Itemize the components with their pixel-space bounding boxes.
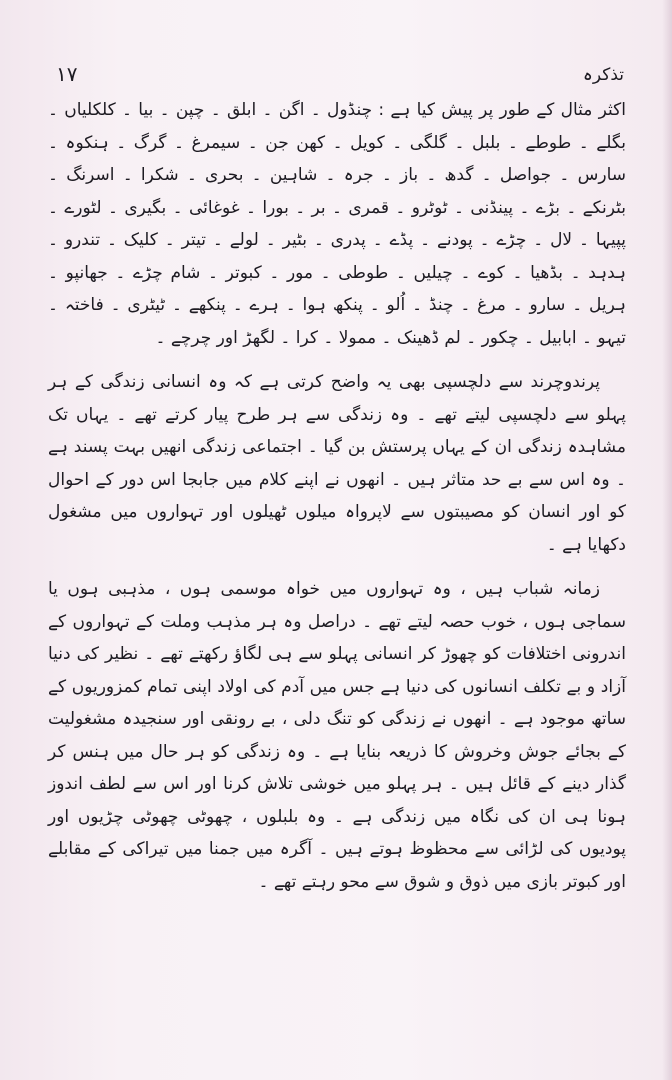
running-head: تذکرہ bbox=[582, 65, 624, 85]
page-number: ۱۷ bbox=[56, 62, 78, 86]
page-header bbox=[56, 62, 624, 96]
body-text bbox=[48, 94, 626, 898]
paragraph-festivals: زمانہ شباب ہیں ، وہ تہواروں میں خواہ موسمی ہوں ، مذہبی ہوں یا سماجی ہوں ، خوب حصہ لیتے تھے ۔ دراصل وہ ہر مذہب وملت کے تہواروں کے اندرونی اختلافات کو چھوڑ کر انسانی پہلو سے ہی لگاؤ رکھتے تھے ۔ نظیر کی دنیا آزاد و بے تکلف انسانوں کی دنیا ہے جس میں آدم کی اولاد اپنی تمام کمزوریوں کے ساتھ موجود ہے ۔ انھوں نے زندگی کو تنگ دلی ، بے رونقی اور سنجیدہ مشغولیت کے بجائے جوش وخروش کا ذریعہ بنایا ہے ۔ وہ زندگی کو ہر حال میں ہنس کر گذار دینے کے قائل ہیں ۔ ہر پہلو میں خوشی تلاش کرنا اور اس سے لطف اندوز ہونا ہی ان کی نگاہ میں زندگی ہے ۔ وہ بلبلوں ، چھوٹی چھوٹی چڑیوں اور پودیوں کی لڑائی سے محظوظ ہوتے ہیں ۔ آگرہ میں جمنا میں تیراکی کے مقابلے اور کبوتر بازی میں ذوق و شوق سے محو رہتے تھے ۔ bbox=[48, 579, 626, 892]
paragraph-bird-list: اکثر مثال کے طور پر پیش کیا ہے : چنڈول ۔ اگن ۔ ابلق ۔ چپن ۔ بیا ۔ کلکلیاں ۔ بگلے ۔ طوطے ۔ بلبل ۔ گلگی ۔ کویل ۔ کھن جن ۔ سیمرغ ۔ گرگ ۔ ہنکوہ ۔ سارس ۔ جواصل ۔ گدھ ۔ باز ۔ جرہ ۔ شاہین ۔ بحری ۔ شکرا ۔ اسرنگ ۔ بٹرنکے ۔ بڑے ۔ پینڈنی ۔ ٹوٹرو ۔ قمری ۔ بر ۔ بورا ۔ غوغائی ۔ بگیری ۔ لٹورے ۔ پپیہا ۔ لال ۔ چڑے ۔ پودنے ۔ پڈے ۔ پدری ۔ بٹیر ۔ لولے ۔ تیتر ۔ کلیک ۔ تندرو ۔ ہدہد ۔ بڈھیا ۔ کوے ۔ چیلیں ۔ طوطی ۔ مور ۔ کبوتر ۔ شام چڑے ۔ جھانپو ۔ ہریل ۔ سارو ۔ مرغ ۔ چنڈ ۔ اُلو ۔ پنکھ ہوا ۔ ہرے ۔ پنکھے ۔ ٹیٹری ۔ فاختہ ۔ تیہو ۔ ابابیل ۔ چکور ۔ لم ڈھینک ۔ ممولا ۔ کرا ۔ لگھڑ اور چرچے ۔ bbox=[48, 100, 626, 348]
paragraph-interest-in-life: پرندوچرند سے دلچسپی بھی یہ واضح کرتی ہے کہ وہ انسانی زندگی کے ہر پہلو سے دلچسپی لیتے تھے ۔ وہ زندگی سے ہر طرح پیار کرتے تھے ۔ یہاں تک مشاہدہ زندگی ان کے یہاں پرستش بن گیا ۔ اجتماعی زندگی انھیں بہت پسند ہے ۔ وہ اس سے بے حد متاثر ہیں ۔ انھوں نے اپنے کلام میں جابجا اس دور کے احوال کو اور انسان کو مصیبتوں سے لاپرواہ میلوں ٹھیلوں اور تہواروں میں مشغول دکھایا ہے ۔ bbox=[48, 372, 626, 555]
